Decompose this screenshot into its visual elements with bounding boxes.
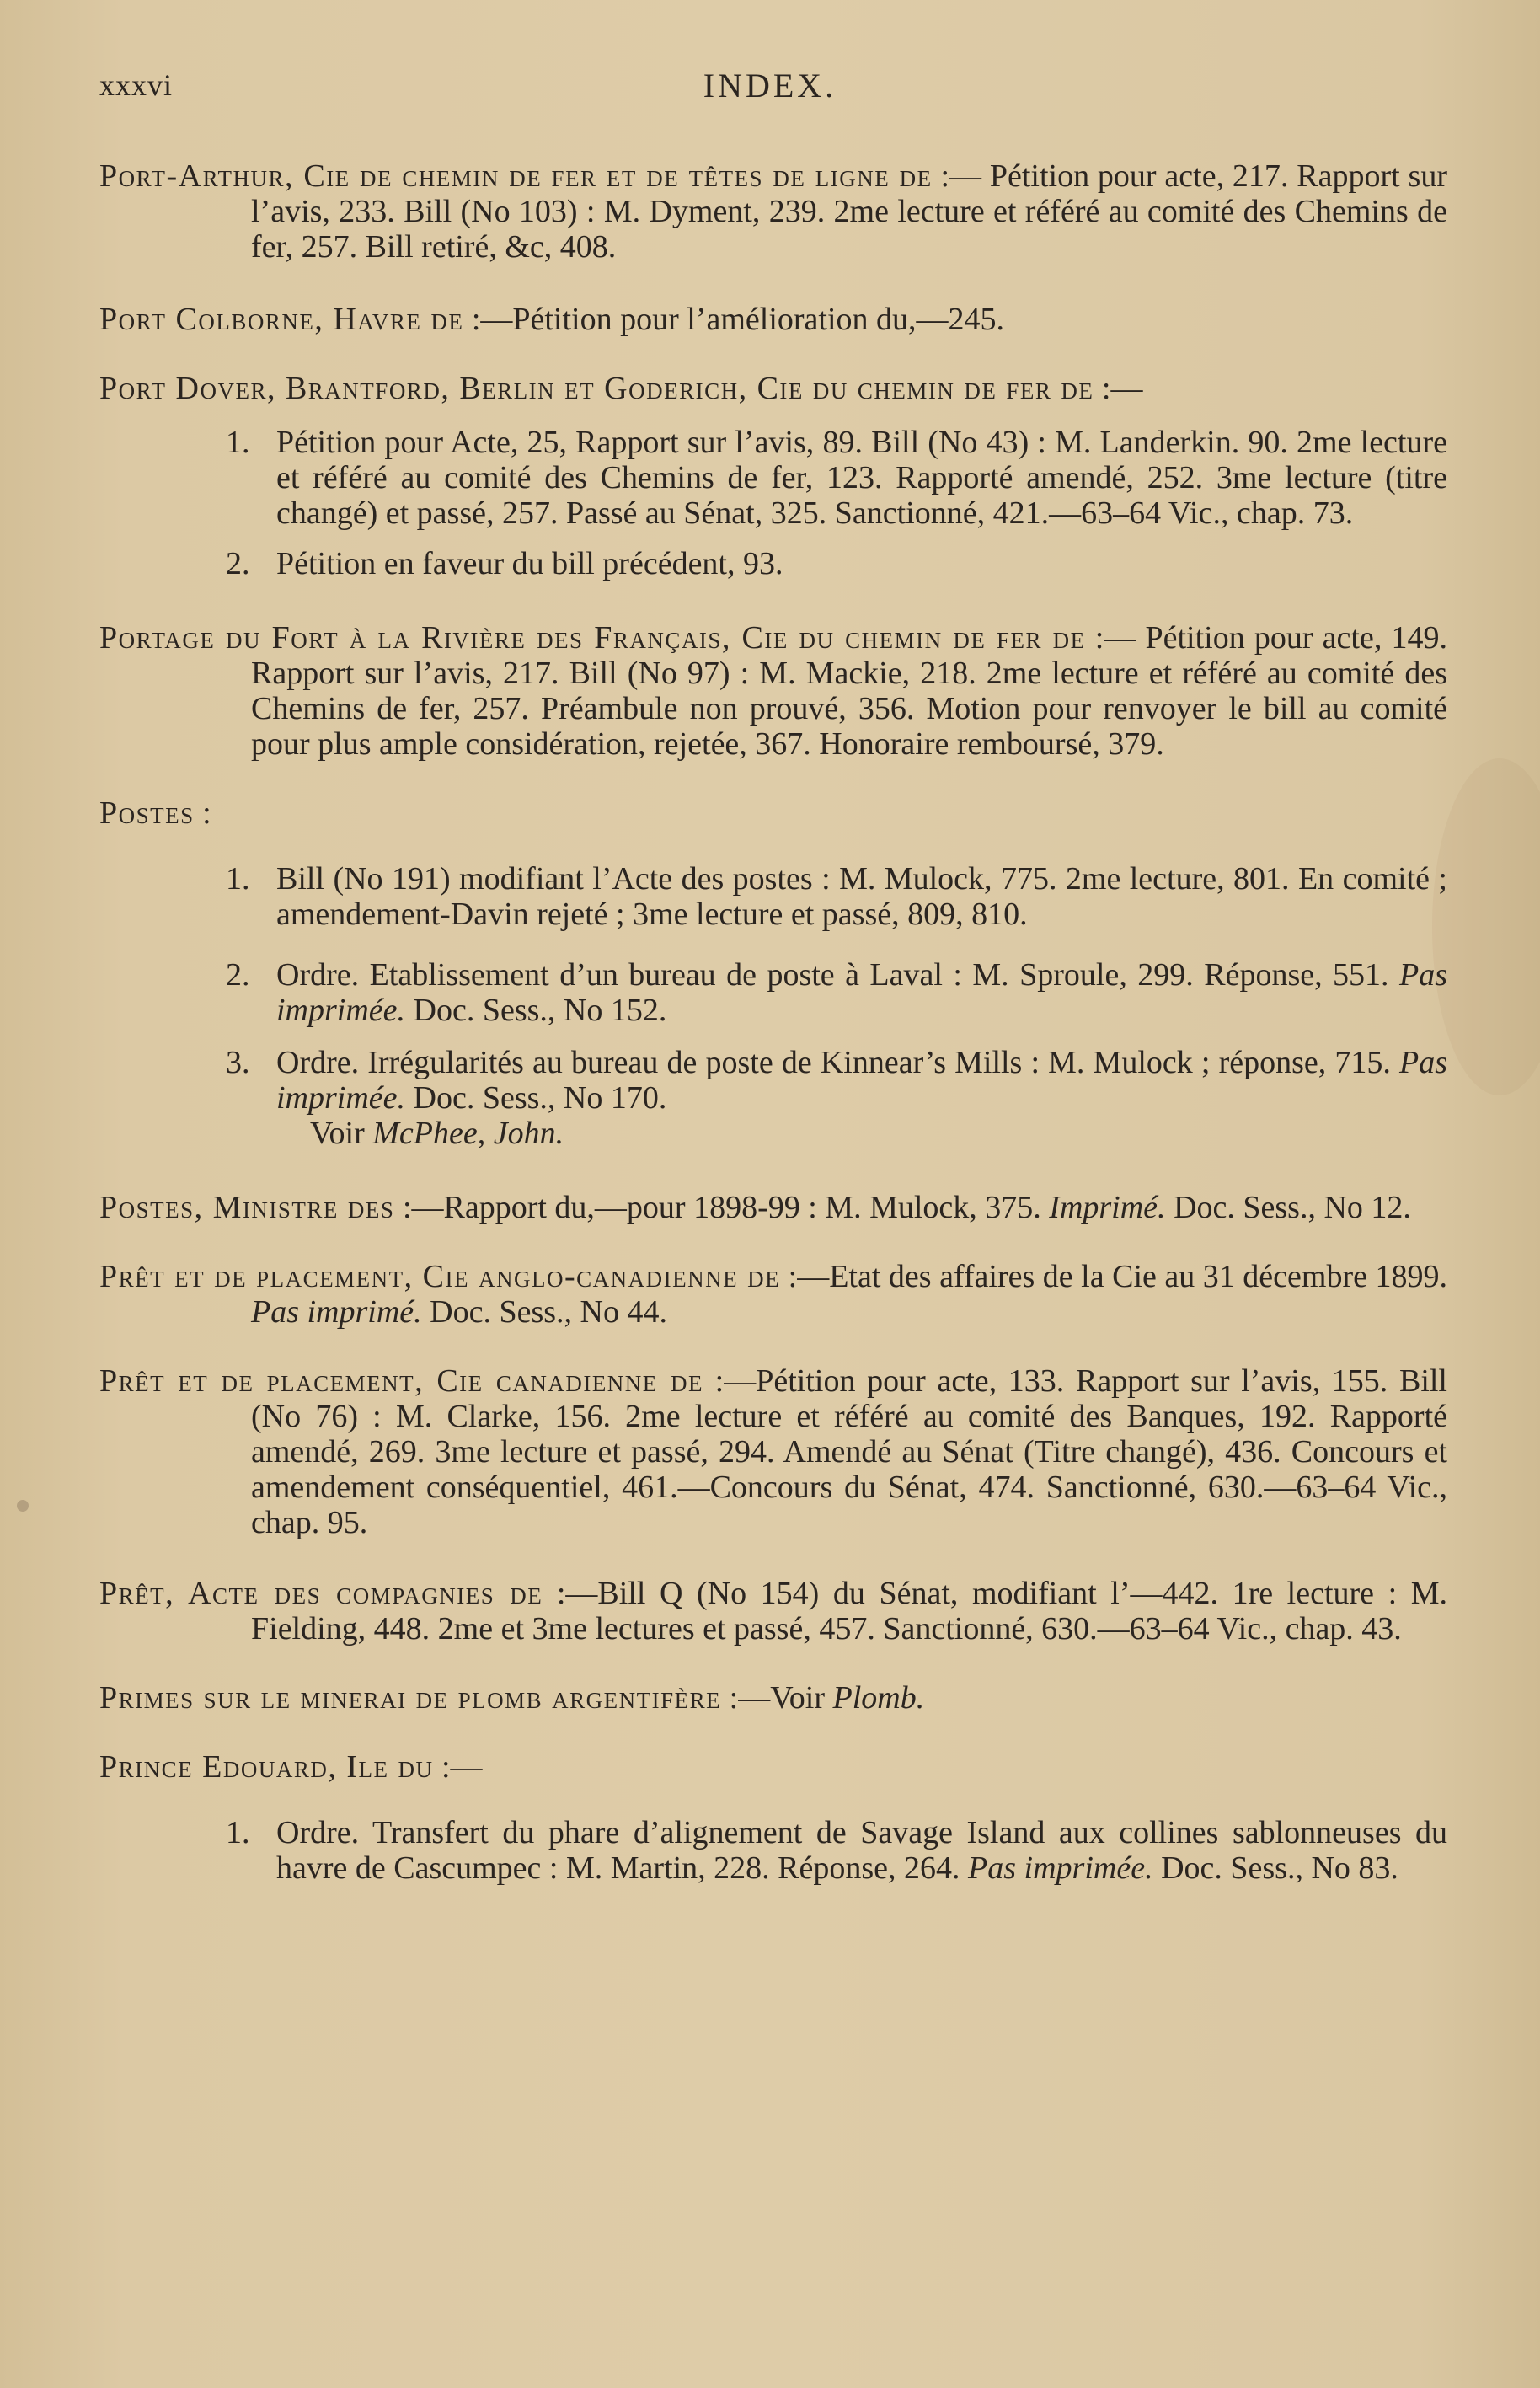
index-entry (99, 1576, 1447, 1646)
ink-speck (17, 1500, 29, 1512)
entry-body (99, 371, 1447, 406)
entry-body (99, 1749, 1447, 1785)
sub-entry-number: 2. (226, 546, 250, 581)
entry-text: :— Pétition pour acte, 217. Rapport sur l’avis, 233. Bill (No 103) : M. Dyment, 239. 2me lecture et référé au comité des Chemins de fer, 257. Bill retiré, &c, 408. (251, 158, 1448, 265)
sub-entry-number: 1. (226, 861, 250, 897)
entry-italic: Plomb. (832, 1680, 925, 1716)
sub-entry-number: 3. (226, 1045, 250, 1080)
cross-reference-target: McPhee, John. (372, 1116, 564, 1151)
entry-body (99, 1576, 1447, 1646)
sub-entry-italic: Pas imprimée. (968, 1850, 1153, 1886)
entry-headword: Prêt, Acte des compagnies de (99, 1576, 543, 1611)
sub-entry (99, 425, 1447, 531)
sub-entry (99, 546, 1447, 581)
index-entry (99, 371, 1447, 581)
sub-entry-text: Ordre. Etablissement d’un bureau de poste à Laval : M. Sproule, 299. Réponse, 551. (276, 957, 1389, 993)
index-entry (99, 1259, 1447, 1330)
entry-body (99, 795, 1447, 831)
sub-entry (99, 1045, 1447, 1151)
index-entry (99, 1363, 1447, 1540)
sub-entry (99, 957, 1447, 1028)
entry-after: Doc. Sess., No 12. (1165, 1190, 1411, 1225)
sub-entry-text: Pétition pour Acte, 25, Rapport sur l’avis, 89. Bill (No 43) : M. Landerkin. 90. 2me lecture et référé au comité des Chemins de fer, 123. Rapporté amendé, 252. 3me lecture (titre changé) et passé, 257. Passé au Sénat, 325. Sanctionné, 421.—63–64 Vic., chap. 73. (276, 425, 1447, 531)
sub-entry-after: Doc. Sess., No 170. (405, 1080, 667, 1116)
entry-text: :—Bill Q (No 154) du Sénat, modifiant l’—442. 1re lecture : M. Fielding, 448. 2me et 3me lectures et passé, 457. Sanctionné, 630.—63–64 Vic., chap. 43. (251, 1576, 1448, 1646)
entry-body (99, 1190, 1447, 1225)
sub-entry-text: Ordre. Irrégularités au bureau de poste de Kinnear’s Mills : M. Mulock ; réponse, 715. (276, 1045, 1391, 1080)
sub-entry-number: 1. (226, 1815, 250, 1850)
sub-entry-after: Doc. Sess., No 152. (405, 993, 667, 1028)
entry-text: :—Voir (721, 1680, 825, 1716)
sub-entry-text: Bill (No 191) modifiant l’Acte des postes : M. Mulock, 775. 2me lecture, 801. En comité ; amendement-Davin rejeté ; 3me lecture et passé, 809, 810. (276, 861, 1447, 932)
entry-headword: Prince Edouard, Ile du (99, 1749, 434, 1785)
entry-headword: Primes sur le minerai de plomb argentifère (99, 1680, 722, 1716)
sub-entry (99, 1815, 1447, 1886)
entry-italic: Imprimé. (1049, 1190, 1166, 1225)
entry-text: :— (433, 1749, 483, 1785)
entry-headword: Postes (99, 795, 195, 831)
index-entry (99, 158, 1447, 265)
index-content (99, 158, 1447, 1886)
index-entry (99, 302, 1447, 337)
entry-headword: Port Colborne, Havre de (99, 302, 464, 337)
entry-headword: Prêt et de placement, Cie anglo-canadienne de (99, 1259, 781, 1294)
entry-text: :—Pétition pour acte, 133. Rapport sur l’avis, 155. Bill (No 76) : M. Clarke, 156. 2me lecture et référé au comité des Banques, 192. Rapporté amendé, 269. 3me lecture et passé, 294. Amendé au Sénat (Titre changé), 436. Concours et amendement conséquentiel, 461.—Concours du Sénat, 474. Sanctionné, 630.—63–64 Vic., chap. 95. (251, 1363, 1447, 1540)
entry-text: :— (1094, 371, 1143, 406)
entry-headword: Port-Arthur, Cie de chemin de fer et de têtes de ligne de (99, 158, 933, 194)
sub-entry-italic: Pas imprimée. (276, 957, 1448, 1028)
running-title: INDEX. (703, 67, 837, 104)
sub-entry-after: Doc. Sess., No 83. (1152, 1850, 1398, 1886)
entry-text: :— Pétition pour acte, 149. Rapport sur l’avis, 217. Bill (No 97) : M. Mackie, 218. 2me lecture et référé au comité des Chemins de fer, 257. Préambule non prouvé, 356. Motion pour renvoyer le bill au comité pour plus ample considération, rejetée, 367. Honoraire remboursé, 379. (251, 620, 1447, 762)
page-number: xxxvi (99, 68, 174, 102)
entry-text: :—Etat des affaires de la Cie au 31 décembre 1899. (780, 1259, 1447, 1294)
entry-body (99, 1680, 1447, 1716)
entry-body (99, 1259, 1447, 1330)
entry-italic: Pas imprimé. (251, 1294, 422, 1330)
cross-reference (276, 1116, 1447, 1151)
entry-headword: Prêt et de placement, Cie canadienne de (99, 1363, 703, 1399)
sub-entry (99, 861, 1447, 932)
entry-body (99, 620, 1447, 762)
entry-headword: Port Dover, Brantford, Berlin et Goderich, Cie du chemin de fer de (99, 371, 1094, 406)
index-entry (99, 1749, 1447, 1886)
entry-body (99, 302, 1447, 337)
cross-reference-label: Voir (310, 1116, 365, 1151)
sub-entry-text: Ordre. Transfert du phare d’alignement de Savage Island aux collines sablonneuses du havre de Cascumpec : M. Martin, 228. Réponse, 264. (276, 1815, 1447, 1886)
index-entry (99, 1190, 1447, 1225)
entry-text: :—Rapport du,—pour 1898-99 : M. Mulock, 375. (394, 1190, 1041, 1225)
sub-entry-number: 2. (226, 957, 250, 993)
index-entry (99, 1680, 1447, 1716)
index-entry (99, 795, 1447, 1151)
entry-body (99, 158, 1447, 265)
sub-entry-number: 1. (226, 425, 250, 460)
paper-stain (1432, 758, 1540, 1095)
entry-headword: Portage du Fort à la Rivière des Français, Cie du chemin de fer de (99, 620, 1086, 656)
entry-headword: Postes, Ministre des (99, 1190, 395, 1225)
index-entry (99, 620, 1447, 762)
entry-text: : (194, 795, 211, 831)
entry-after: Doc. Sess., No 44. (421, 1294, 667, 1330)
entry-text: :—Pétition pour l’amélioration du,—245. (463, 302, 1005, 337)
entry-body (99, 1363, 1447, 1540)
sub-entry-text: Pétition en faveur du bill précédent, 93. (276, 546, 783, 581)
sub-entry-italic: Pas imprimée. (276, 1045, 1447, 1116)
page-header (0, 59, 1540, 110)
